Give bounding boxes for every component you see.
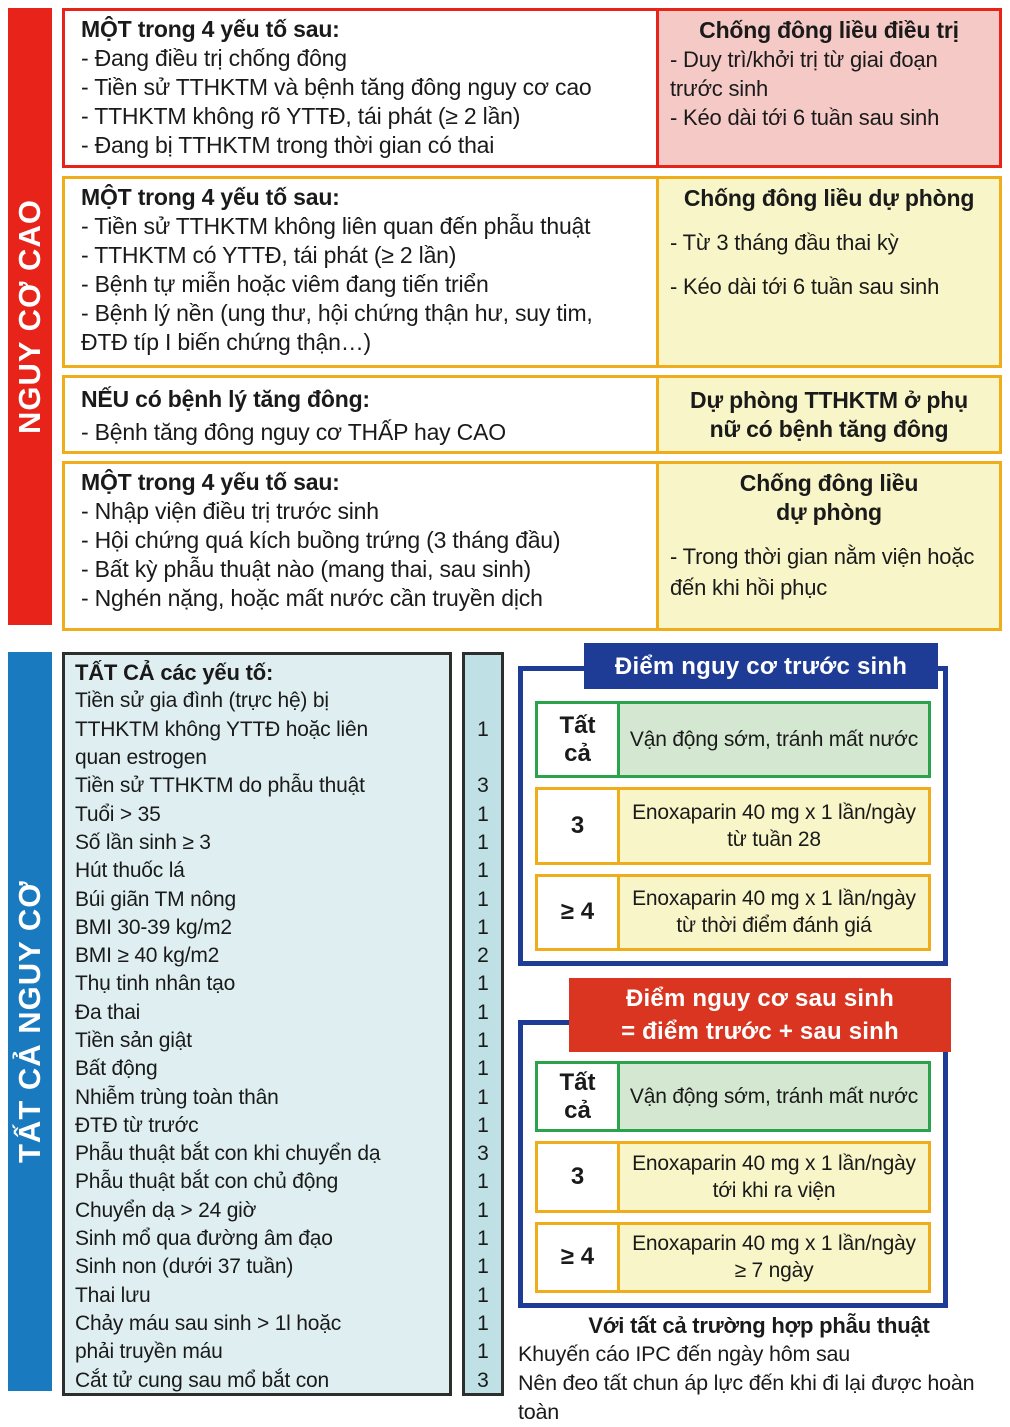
criteria-item: - Bệnh lý nền (ung thư, hội chứng thận hư, suy tim, ĐTĐ típ I biến chứng thận…) [81, 300, 593, 355]
panel-title-line: Điểm nguy cơ trước sinh [614, 652, 908, 680]
factor-score: 1 [477, 1057, 489, 1081]
factor-score: 1 [477, 802, 489, 826]
score-label: 3 [538, 1144, 620, 1209]
high-risk-section-banner [8, 8, 52, 625]
factor-score: 1 [477, 1340, 489, 1364]
score-recommendation-line: Enoxaparin 40 mg x 1 lần/ngày [632, 800, 916, 824]
factor-row [62, 1338, 504, 1366]
factor-row [62, 857, 504, 885]
criteria-item: - Bệnh tăng đông nguy cơ THẤP hay CAO [81, 419, 506, 445]
factor-score: 1 [477, 887, 489, 911]
criteria-title: MỘT trong 4 yếu tố sau: [81, 469, 340, 495]
factor-score: 2 [477, 944, 489, 968]
factor-text: Đa thai [75, 1000, 141, 1024]
factor-table-header: TẤT CẢ các yếu tố: [75, 660, 274, 686]
score-recommendation-line: tới khi ra viện [712, 1178, 836, 1202]
score-recommendation-line: Enoxaparin 40 mg x 1 lần/ngày [632, 1232, 916, 1256]
action-title-line: Chống đông liều [739, 470, 919, 496]
action-title [670, 184, 988, 213]
factor-row [62, 1253, 504, 1281]
criteria-item: - TTHKTM không rõ YTTĐ, tái phát (≥ 2 lần) [81, 103, 521, 129]
factor-score: 3 [477, 1142, 489, 1166]
factor-score: 1 [477, 1029, 489, 1052]
action-cell [659, 11, 999, 165]
score-rule-row [535, 1141, 931, 1212]
criteria-item: - Tiền sử TTHKTM không liên quan đến phẫu thuật [81, 213, 591, 239]
factor-text: ĐTĐ từ trước [75, 1113, 199, 1137]
score-rule-row [535, 1222, 931, 1293]
action-title [670, 386, 988, 444]
score-recommendation [620, 1064, 928, 1129]
factor-score: 3 [477, 774, 489, 798]
criteria-item: - Đang điều trị chống đông [81, 45, 347, 71]
panel-title-line: = điểm trước + sau sinh [621, 1018, 899, 1045]
score-recommendation [620, 790, 928, 861]
score-rule-row [535, 1061, 931, 1132]
factor-row [62, 1310, 504, 1338]
factor-text: Chuyển dạ > 24 giờ [75, 1198, 257, 1222]
factor-row [62, 1140, 504, 1168]
factor-row [62, 687, 504, 715]
criteria-cell [65, 179, 659, 365]
factor-score: 1 [477, 859, 489, 883]
factor-row [62, 942, 504, 970]
surgery-footnote [518, 1311, 1000, 1427]
score-recommendation-line: Enoxaparin 40 mg x 1 lần/ngày [632, 887, 916, 911]
all-risk-banner-label: TẤT CẢ NGUY CƠ [12, 880, 47, 1163]
factor-score: 1 [477, 1255, 489, 1279]
factor-text: Phẫu thuật bắt con chủ động [75, 1170, 339, 1194]
postnatal-score-header [569, 978, 951, 1052]
criteria-cell [65, 11, 659, 165]
factor-text: Bất động [75, 1057, 158, 1081]
factor-text: BMI 30-39 kg/m2 [75, 915, 232, 939]
antenatal-score-panel [518, 666, 948, 966]
score-label: ≥ 4 [538, 877, 620, 948]
factor-text: quan estrogen [75, 746, 207, 770]
all-risk-section-banner [8, 652, 52, 1391]
criteria-title: MỘT trong 4 yếu tố sau: [81, 16, 340, 42]
high-risk-banner-label: NGUY CƠ CAO [12, 199, 47, 434]
score-recommendation [620, 1225, 928, 1290]
factor-score: 1 [477, 1311, 489, 1335]
factor-text: Tiền sử gia đình (trực hệ) bị [75, 689, 329, 713]
criteria-item: - Đang bị TTHKTM trong thời gian có thai [81, 132, 495, 158]
factor-row [62, 1083, 504, 1111]
factor-score: 1 [477, 1113, 489, 1137]
factor-score: 1 [477, 1170, 489, 1194]
risk-factor-rows [62, 652, 504, 1395]
factor-text: Cắt tử cung sau mổ bắt con [75, 1368, 329, 1392]
action-title [670, 469, 988, 527]
criteria-item: - Tiền sử TTHKTM và bệnh tăng đông nguy cơ cao [81, 74, 592, 100]
factor-row [62, 1282, 504, 1310]
factor-row [62, 1055, 504, 1083]
factor-score: 1 [477, 1000, 489, 1024]
surgery-footnote-line: Khuyến cáo IPC đến ngày hôm sau [518, 1342, 851, 1366]
high-risk-row [62, 8, 1002, 168]
score-recommendation-line: Vận động sớm, tránh mất nước [629, 1085, 919, 1109]
high-risk-row [62, 461, 1002, 631]
score-label: 3 [538, 790, 620, 861]
surgery-footnote-lines [518, 1340, 1000, 1427]
criteria-cell [65, 464, 659, 628]
factor-row [62, 659, 504, 687]
action-item: - Từ 3 tháng đầu thai kỳ [670, 230, 899, 255]
action-title [670, 16, 988, 45]
factor-text: BMI ≥ 40 kg/m2 [75, 944, 220, 968]
factor-text: Sinh mổ qua đường âm đạo [75, 1227, 333, 1251]
criteria-item: - Hội chứng quá kích buồng trứng (3 tháng đầu) [81, 527, 561, 553]
surgery-footnote-line: Nên đeo tất chun áp lực đến khi đi lại được hoàn toàn [518, 1371, 975, 1424]
factor-row [62, 1112, 504, 1140]
factor-score: 1 [477, 717, 489, 741]
action-title-line: Chống đông liều dự phòng [683, 185, 975, 211]
factor-row [62, 1168, 504, 1196]
factor-row [62, 914, 504, 942]
criteria-item: - TTHKTM có YTTĐ, tái phát (≥ 2 lần) [81, 242, 457, 268]
factor-row [62, 1366, 504, 1394]
criteria-item: - Bất kỳ phẫu thuật nào (mang thai, sau sinh) [81, 556, 531, 582]
score-recommendation-line: từ tuần 28 [727, 827, 821, 851]
score-recommendation-line: Vận động sớm, tránh mất nước [629, 728, 919, 752]
factor-score: 1 [477, 830, 489, 854]
factor-text: Số lần sinh ≥ 3 [75, 830, 211, 854]
risk-factor-table [62, 652, 504, 1396]
factor-text: Nhiễm trùng toàn thân [75, 1085, 279, 1109]
score-recommendation-line: từ thời điểm đánh giá [676, 914, 872, 938]
criteria-title: NẾU có bệnh lý tăng đông: [81, 386, 370, 412]
criteria-cell [65, 378, 659, 451]
criteria-item: - Nhập viện điều trị trước sinh [81, 498, 379, 524]
factor-text: Búi giãn TM nông [75, 887, 237, 911]
factor-row [62, 999, 504, 1027]
factor-text: Tiền sử TTHKTM do phẫu thuật [75, 774, 365, 798]
factor-score: 1 [477, 1085, 489, 1109]
score-rule-row [535, 701, 931, 778]
score-recommendation-line: Enoxaparin 40 mg x 1 lần/ngày [632, 1151, 916, 1175]
factor-row [62, 716, 504, 744]
factor-text: TTHKTM không YTTĐ hoặc liên [75, 717, 368, 741]
action-item: - Duy trì/khởi trị từ giai đoạn trước sinh [670, 47, 938, 101]
factor-text: Thai lưu [75, 1283, 151, 1307]
action-cell [659, 464, 999, 628]
score-label: Tất cả [538, 704, 620, 775]
high-risk-row [62, 176, 1002, 368]
score-label: ≥ 4 [538, 1225, 620, 1290]
score-recommendation [620, 704, 928, 775]
score-rule-row [535, 874, 931, 951]
factor-text: Tiền sản giật [75, 1029, 192, 1052]
high-risk-row [62, 375, 1002, 454]
factor-text: Chảy máu sau sinh > 1l hoặc [75, 1311, 342, 1335]
action-item: - Kéo dài tới 6 tuần sau sinh [670, 274, 940, 299]
factor-score: 1 [477, 915, 489, 939]
antenatal-score-header [584, 643, 938, 689]
factor-text: phải truyền máu [75, 1340, 223, 1364]
score-recommendation [620, 1144, 928, 1209]
factor-text: Sinh non (dưới 37 tuần) [75, 1255, 294, 1279]
panel-title-line: Điểm nguy cơ sau sinh [626, 985, 894, 1012]
factor-score: 1 [477, 1283, 489, 1307]
action-cell [659, 179, 999, 365]
action-item: - Trong thời gian nằm viện hoặc đến khi hồi phục [670, 544, 975, 600]
factor-text: Hút thuốc lá [75, 859, 185, 883]
factor-row [62, 1225, 504, 1253]
action-title-line: Dự phòng TTHKTM ở phụ [690, 386, 968, 413]
action-title-line: Chống đông liều điều trị [699, 17, 959, 43]
score-rule-row [535, 787, 931, 864]
factor-text: Thụ tinh nhân tạo [75, 972, 236, 996]
factor-text: Phẫu thuật bắt con khi chuyển dạ [75, 1142, 381, 1166]
score-recommendation-line: ≥ 7 ngày [734, 1259, 814, 1283]
factor-row [62, 772, 504, 800]
factor-row [62, 1197, 504, 1225]
factor-score: 1 [477, 972, 489, 996]
factor-score: 1 [477, 1227, 489, 1251]
score-recommendation [620, 877, 928, 948]
factor-score: 1 [477, 1198, 489, 1222]
factor-row [62, 744, 504, 772]
action-title-line: nữ có bệnh tăng đông [709, 415, 949, 442]
score-label: Tất cả [538, 1064, 620, 1129]
factor-row [62, 829, 504, 857]
factor-row [62, 970, 504, 998]
surgery-footnote-title: Với tất cả trường hợp phẫu thuật [588, 1313, 930, 1338]
criteria-title: MỘT trong 4 yếu tố sau: [81, 184, 340, 210]
postnatal-score-panel [518, 1020, 948, 1308]
action-cell [659, 378, 999, 451]
criteria-item: - Bệnh tự miễn hoặc viêm đang tiến triển [81, 271, 489, 297]
factor-row [62, 1027, 504, 1055]
criteria-item: - Nghén nặng, hoặc mất nước cần truyền dịch [81, 585, 543, 611]
action-title-line: dự phòng [776, 499, 882, 525]
factor-score: 3 [477, 1368, 489, 1392]
action-item: - Kéo dài tới 6 tuần sau sinh [670, 105, 940, 130]
factor-row [62, 800, 504, 828]
factor-text: Tuổi > 35 [75, 802, 161, 826]
factor-row [62, 885, 504, 913]
